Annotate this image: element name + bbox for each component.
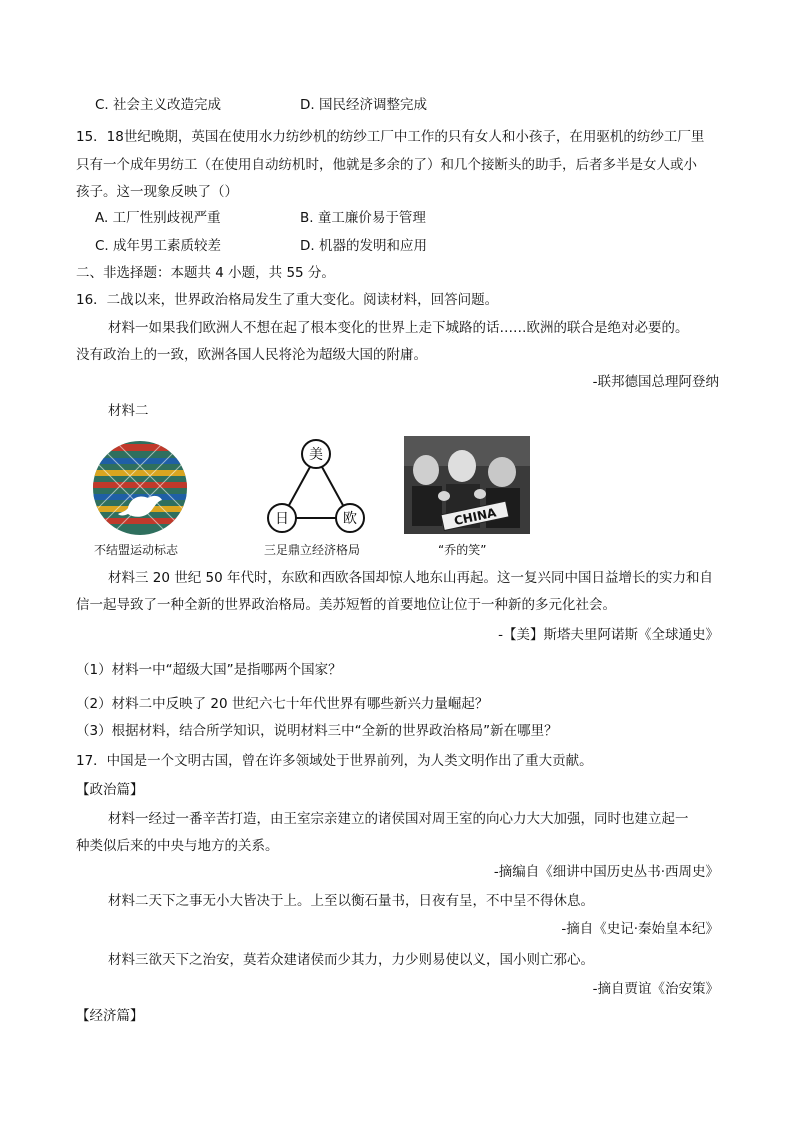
q16-material-2-label: 材料二 (108, 403, 149, 419)
q15-option-d: D. 机器的发明和应用 (300, 238, 427, 254)
q16-intro: 16．二战以来，世界政治格局发生了重大变化。阅读材料，回答问题。 (76, 292, 499, 308)
node-usa: 美 (309, 447, 323, 463)
non-aligned-logo-image (90, 436, 190, 536)
q17-material-1-source: -摘编自《细讲中国历史丛书·西周史》 (493, 864, 719, 880)
node-europe: 欧 (343, 511, 357, 527)
fig2-caption: 三足鼎立经济格局 (264, 543, 361, 557)
q15-line-3: 孩子。这一现象反映了（） (76, 184, 238, 200)
q14-option-c: C. 社会主义改造完成 (95, 97, 222, 113)
q16-material-3-line-1: 材料三 20 世纪 50 年代时，东欧和西欧各国却惊人地东山再起。这一复兴同中国日益增长的实力和自 (108, 570, 714, 586)
q15-line-1: 15．18世纪晚期，英国在使用水力纺纱机的纺纱工厂中工作的只有女人和小孩子，在用驱机的纺纱工厂里 (76, 129, 705, 145)
tripartite-diagram-figure (260, 436, 380, 566)
q17-material-1-line-2: 种类似后来的中央与地方的关系。 (76, 838, 279, 854)
q17-material-2: 材料二天下之事无小大皆决于上。上至以衡石量书，日夜有呈，不中呈不得休息。 (108, 893, 594, 909)
photo-figure (404, 436, 530, 566)
q17-intro: 17．中国是一个文明古国，曾在许多领域处于世界前列，为人类文明作出了重大贡献。 (76, 753, 593, 769)
q17-material-3: 材料三欲天下之治安，莫若众建诸侯而少其力，力少则易使以义，国小则亡邪心。 (108, 952, 594, 968)
q16-material-1-source: -联邦德国总理阿登纳 (592, 374, 719, 390)
node-japan: 日 (275, 511, 289, 527)
q16-material-3-source: -【美】斯塔夫里阿诺斯《全球通史》 (498, 627, 719, 643)
q16-subquestion-3: （3）根据材料，结合所学知识，说明材料三中“全新的世界政治格局”新在哪里？ (76, 723, 558, 739)
q17-material-3-source: -摘自贾谊《治安策》 (592, 981, 719, 997)
q16-material-1-line-1: 材料一如果我们欧洲人不想在起了根本变化的世界上走下城路的话……欧洲的联合是绝对必要的。 (108, 320, 689, 336)
q14-option-d: D. 国民经济调整完成 (300, 97, 427, 113)
q15-option-b: B. 童工廉价易于管理 (300, 210, 426, 226)
q15-option-a: A. 工厂性别歧视严重 (95, 210, 221, 226)
material-2-figures (90, 436, 540, 566)
q16-material-3-line-2: 信一起导致了一种全新的世界政治格局。美苏短暂的首要地位让位于一种新的多元化社会。 (76, 597, 616, 613)
section-heading: 二、非选择题：本题共 4 小题，共 55 分。 (76, 265, 335, 281)
china-sign: CHINA (452, 505, 498, 529)
q16-subquestion-1: （1）材料一中“超级大国”是指哪两个国家？ (76, 662, 342, 678)
q17-politics-heading: 【政治篇】 (76, 782, 144, 798)
q16-material-1-line-2: 没有政治上的一致，欧洲各国人民将沦为超级大国的附庸。 (76, 347, 427, 363)
qiao-laugh-photo (404, 436, 530, 534)
q17-material-2-source: -摘自《史记·秦始皇本纪》 (561, 921, 719, 937)
fig1-caption: 不结盟运动标志 (94, 543, 179, 557)
q17-material-1-line-1: 材料一经过一番辛苦打造，由王室宗亲建立的诸侯国对周王室的向心力大大加强，同时也建立起一 (108, 811, 689, 827)
non-aligned-logo-figure (90, 436, 190, 566)
q15-line-2: 只有一个成年男纺工（在使用自动纺机时，他就是多余的了）和几个接断头的助手，后者多半是女人或小 (76, 157, 697, 173)
fig3-caption: “乔的笑” (438, 543, 487, 557)
q17-economy-heading: 【经济篇】 (76, 1008, 144, 1024)
tripartite-diagram (260, 436, 380, 536)
q15-option-c: C. 成年男工素质较差 (95, 238, 222, 254)
q16-subquestion-2: （2）材料二中反映了 20 世纪六七十年代世界有哪些新兴力量崛起？ (76, 696, 489, 712)
